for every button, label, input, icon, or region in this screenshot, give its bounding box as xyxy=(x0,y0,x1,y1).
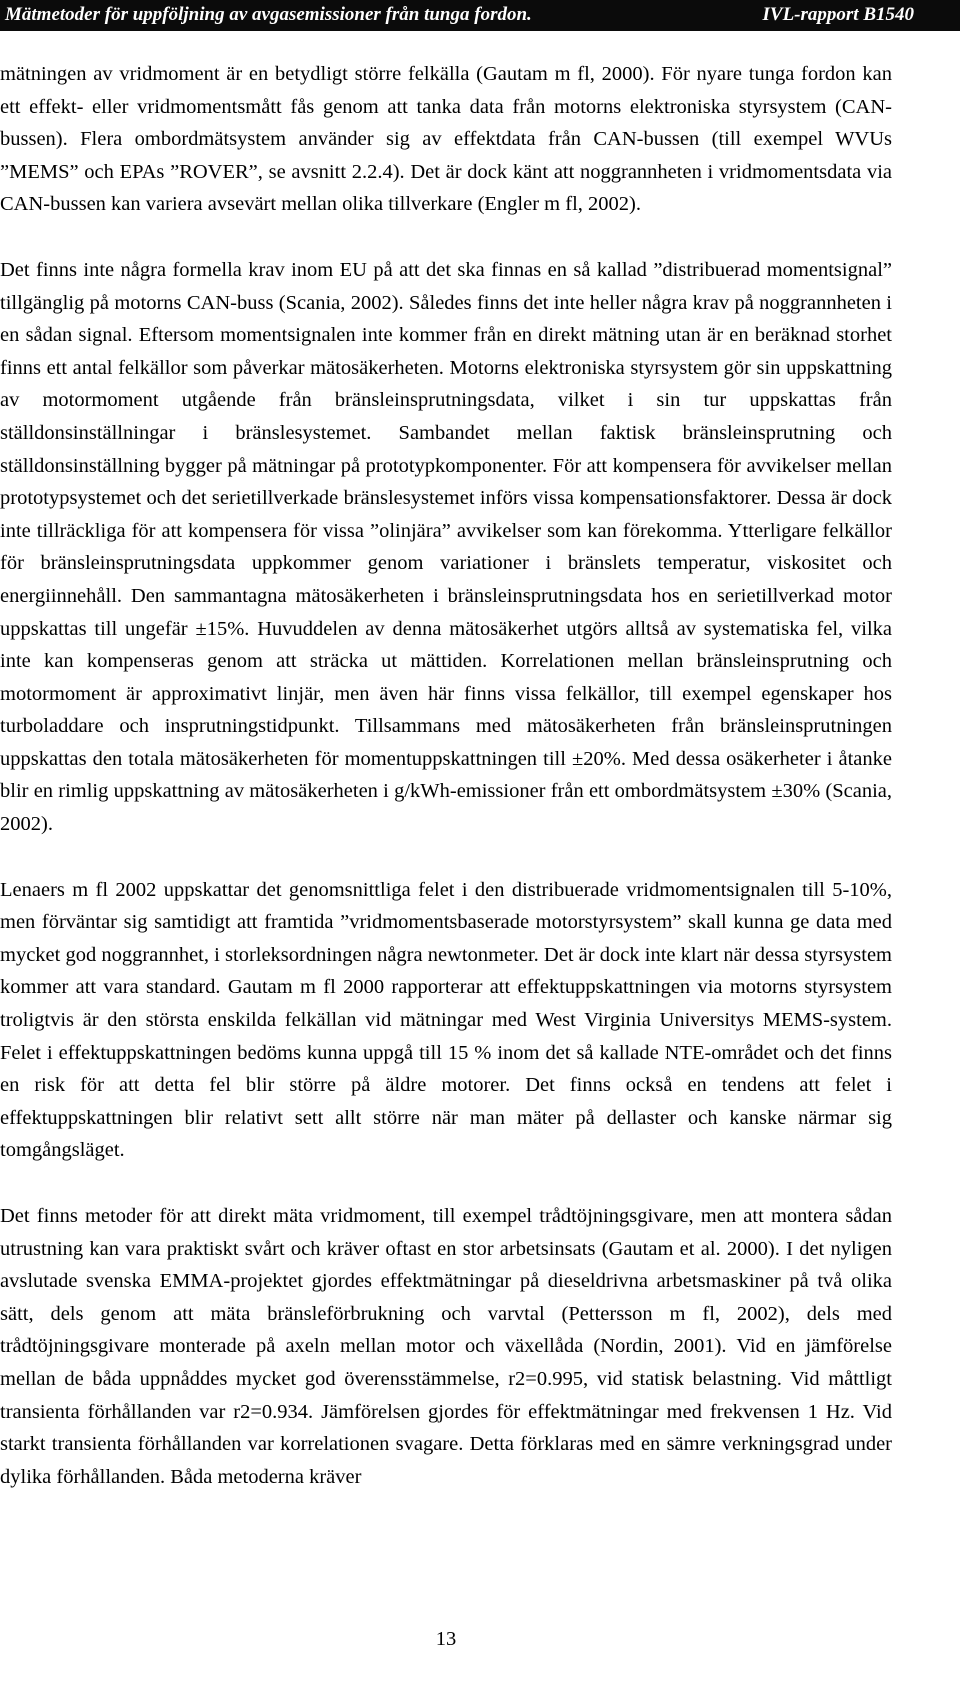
paragraph: Det finns inte några formella krav inom EU på att det ska finnas en så kallad ”distribuerad momentsignal” tillgänglig på motorns CAN-buss (Scania, 2002). Således finns det inte heller några krav på noggrannheten i en sådan signal. Eftersom momentsignalen inte kommer från en direkt mätning utan är en beräknad storhet finns ett antal felkällor som påverkar mätosäkerheten. Motorns elektroniska styrsystem gör sin uppskattning av motormoment utgående från bränsleinsprutningsdata, vilket i sin tur uppskattas från ställdonsinställningar i bränslesystemet. Sambandet mellan faktisk bränsleinsprutning och ställdonsinställning bygger på mätningar på prototypkomponenter. För att kompensera för avvikelser mellan prototypsystemet och det serietillverkade bränslesystemet införs vissa kompensationsfaktorer. Dessa är dock inte tillräckliga för att kompensera för vissa ”olinjära” avvikelser som kan förekomma. Ytterligare felkällor för bränsleinsprutningsdata uppkommer genom variationer i bränslets temperatur, viskositet och energiinnehåll. Den sammantagna mätosäkerheten i bränsleinsprutningsdata hos en serietillverkad motor uppskattas till ungefär ±15%. Huvuddelen av denna mätosäkerhet utgörs alltså av systematiska fel, vilka inte kan kompenseras genom att sträcka ut mättiden. Korrelationen mellan bränsleinsprutning och motormoment är approximativt linjär, men även här finns vissa felkällor, till exempel egenskaper hos turboladdare och insprutningstidpunkt. Tillsammans med mätosäkerheten från bränsleinsprutningen uppskattas den totala mätosäkerheten för momentuppskattningen till ±20%. Med dessa osäkerheter i åtanke blir en rimlig uppskattning av mätosäkerheten i g/kWh-emissioner från ett ombordmätsystem ±30% (Scania, 2002). xyxy=(0,258,892,836)
paragraph: mätningen av vridmoment är en betydligt större felkälla (Gautam m fl, 2000). För nyare tunga fordon kan ett effekt- eller vridmomentsmått fås genom att tanka data från motorns elektroniska styrsystem (CAN-bussen). Flera ombordmätsystem använder sig av effektdata från CAN-bussen (till exempel WVUs ”MEMS” och EPAs ”ROVER”, se avsnitt 2.2.4). Det är dock känt att noggrannheten i vridmomentsdata via CAN-bussen kan variera avsevärt mellan olika tillverkare (Engler m fl, 2002). xyxy=(0,63,892,216)
paragraph: Det finns metoder för att direkt mäta vridmoment, till exempel trådtöjningsgivare, men att montera sådan utrustning kan vara praktiskt svårt och kräver oftast en stor arbetsinsats (Gautam et al. 2000). I det nyligen avslutade svenska EMMA-projektet gjordes effektmätningar på dieseldrivna arbetsmaskiner på två olika sätt, dels genom att mäta bränsleförbrukning och varvtal (Pettersson m fl, 2002), dels med trådtöjningsgivare monterade på axeln mellan motor och växellåda (Nordin, 2001). Vid en jämförelse mellan de båda uppnåddes mycket god överensstämmelse, r2=0.995, vid statisk belastning. Vid måttligt transienta förhållanden var r2=0.934. Jämförelsen gjordes för effektmätningar med frekvensen 1 Hz. Vid starkt transienta förhållanden var korrelationen svagare. Detta förklaras med en sämre verkningsgrad under dylika förhållanden. Båda metoderna kräver xyxy=(0,1205,892,1488)
document-title: Mätmetoder för uppföljning av avgasemissioner från tunga fordon. xyxy=(5,4,532,25)
body-text xyxy=(0,58,892,1493)
page-number: 13 xyxy=(435,1628,457,1650)
report-number: IVL-rapport B1540 xyxy=(762,4,914,25)
page-header xyxy=(0,0,960,31)
paragraph: Lenaers m fl 2002 uppskattar det genomsnittliga felet i den distribuerade vridmomentsignalen till 5-10%, men förväntar sig samtidigt att framtida ”vridmomentsbaserade motorstyrsystem” skall kunna ge data med mycket god noggrannhet, i storleksordningen några newtonmeter. Det är dock inte klart när dessa styrsystem kommer att vara standard. Gautam m fl 2000 rapporterar att effektuppskattningen via motorns styrsystem troligtvis är den största enskilda felkällan vid mätningar med West Virginia Universitys MEMS-system. Felet i effektuppskattningen bedöms kunna uppgå till 15 % inom det så kallade NTE-området och det finns en risk för att detta fel blir större på äldre motorer. Det finns också en tendens att felet i effektuppskattningen blir relativt sett allt större när man mäter på dellaster och kanske närmar sig tomgångsläget. xyxy=(0,878,892,1162)
